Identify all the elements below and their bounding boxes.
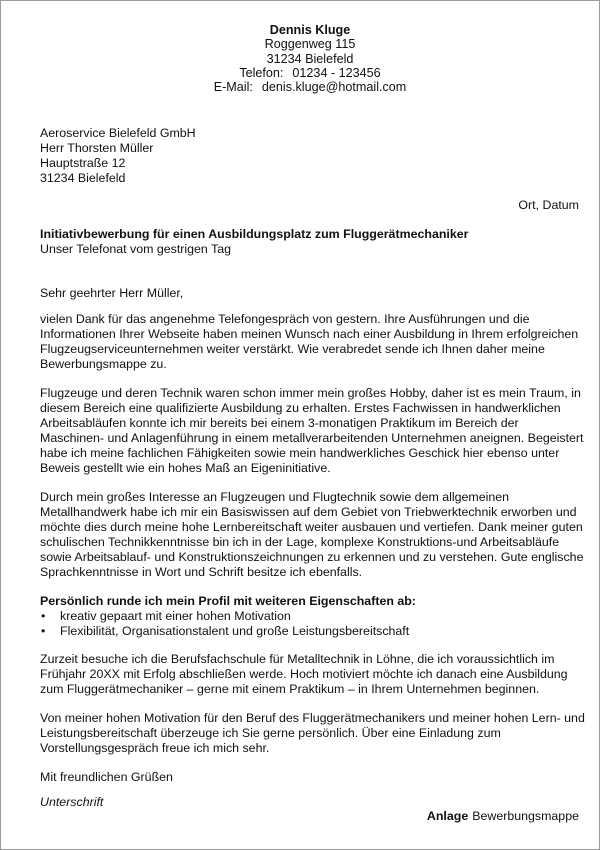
subject-block — [40, 227, 580, 257]
sender-city: 31234 Bielefeld — [266, 51, 354, 66]
attachment-line — [427, 809, 579, 824]
recipient-street: Hauptstraße 12 — [40, 156, 126, 170]
closing-phrase: Mit freundlichen Grüßen — [40, 770, 173, 784]
list-item-text: Flexibilität, Organisationstalent und große Leistungsbereitschaft — [60, 624, 410, 638]
recipient-city: 31234 Bielefeld — [40, 171, 126, 185]
paragraph-closing-statement: Von meiner hohen Motivation für den Beruf des Fluggerätmechanikers und meiner hohen Lern- und Leistungsbereitschaft überzeuge ich Sie gerne persönlich. Über eine Einladung zum Vorstellungsgespräch freue ich mich sehr. — [40, 711, 585, 755]
place-date: Ort, Datum — [518, 198, 579, 212]
paragraph-motivation: Flugzeuge und deren Technik waren schon immer mein großes Hobby, daher ist es mein Traum, in diesem Bereich eine qualifizierte Ausbildung zu erhalten. Erstes Fachwissen in handwerklichen Arbeitsabläufen konnte ich mir bereits bei einem 3-monatigen Praktikum im Bereich der Maschinen- und Anlagenführung in einem metallverarbeitenden Unternehmen aneignen. Begeistert habe ich meine fachlichen Fähigkeiten sowie mein handwerkliches Geschick hier ebenso unter Beweis gestellt wie ein hohes Maß an Eigeninitiative. — [40, 386, 584, 475]
list-item — [40, 609, 585, 624]
sender-name: Dennis Kluge — [269, 23, 351, 37]
paragraph-skills: Durch mein großes Interesse an Flugzeugen und Flugtechnik sowie dem allgemeinen Metallhandwerk habe ich mir ein Basiswissen auf dem Gebiet von Triebwerktechnik erworben und möchte dies durch meine hohe Lernbereitschaft weiter ausbauen und vertiefen. Dank meiner guten schulischen Technikkenntnisse bin ich in der Lage, komplexe Konstruktions-und Arbeitsabläufe sowie Arbeitsablauf- und Konstruktionszeichnungen zu erkennen und zu verstehen. Gute englische Sprachkenntnisse in Wort und Schrift besitze ich ebenfalls. — [40, 490, 584, 579]
bullet-icon: • — [41, 624, 46, 638]
recipient-company: Aeroservice Bielefeld GmbH — [40, 126, 196, 140]
sender-block — [150, 23, 470, 94]
paragraph-intro: vielen Dank für das angenehme Telefongespräch von gestern. Ihre Ausführungen und die Informationen Ihrer Webseite haben meinen Wunsch nach einer Ausbildung in Ihrem erfolgreichen Flugzeugserviceunternehmen weiter verstärkt. Wie verabredet sende ich Ihnen daher meine Bewerbungsmappe zu. — [40, 312, 579, 371]
sender-phone-line — [150, 66, 470, 80]
sender-email: denis.kluge@hotmail.com — [261, 80, 407, 95]
attachment-value: Bewerbungsmappe — [472, 809, 579, 823]
sender-phone: 01234 - 123456 — [292, 65, 381, 80]
sender-email-line — [150, 80, 470, 94]
recipient-contact: Herr Thorsten Müller — [40, 141, 154, 155]
subject-title: Initiativbewerbung für einen Ausbildungsplatz zum Fluggerätmechaniker — [40, 227, 469, 241]
profile-list — [40, 609, 585, 639]
sender-email-label: E-Mail: — [213, 80, 253, 95]
paragraph-school: Zurzeit besuche ich die Berufsfachschule für Metalltechnik in Löhne, die ich voraussichtlich im Frühjahr 20XX mit Erfolg abschließen werde. Hoch motiviert möchte ich danach eine Ausbildung zum Fluggerätmechaniker – gerne mit einem Praktikum – in Ihrem Unternehmen beginnen. — [40, 652, 568, 696]
sender-phone-label: Telefon: — [239, 65, 284, 80]
list-item — [40, 624, 585, 639]
sender-street: Roggenweg 115 — [264, 37, 356, 52]
bullet-icon: • — [41, 609, 46, 623]
attachment-label: Anlage — [426, 809, 469, 823]
salutation: Sehr geehrter Herr Müller, — [40, 286, 184, 300]
profile-heading: Persönlich runde ich mein Profil mit weiteren Eigenschaften ab: — [40, 594, 416, 608]
list-item-text: kreativ gepaart mit einer hohen Motivation — [60, 609, 291, 623]
subject-reference: Unser Telefonat vom gestrigen Tag — [40, 242, 232, 256]
signature-placeholder: Unterschrift — [40, 795, 104, 809]
letter-body — [40, 286, 585, 810]
recipient-block — [40, 126, 440, 186]
